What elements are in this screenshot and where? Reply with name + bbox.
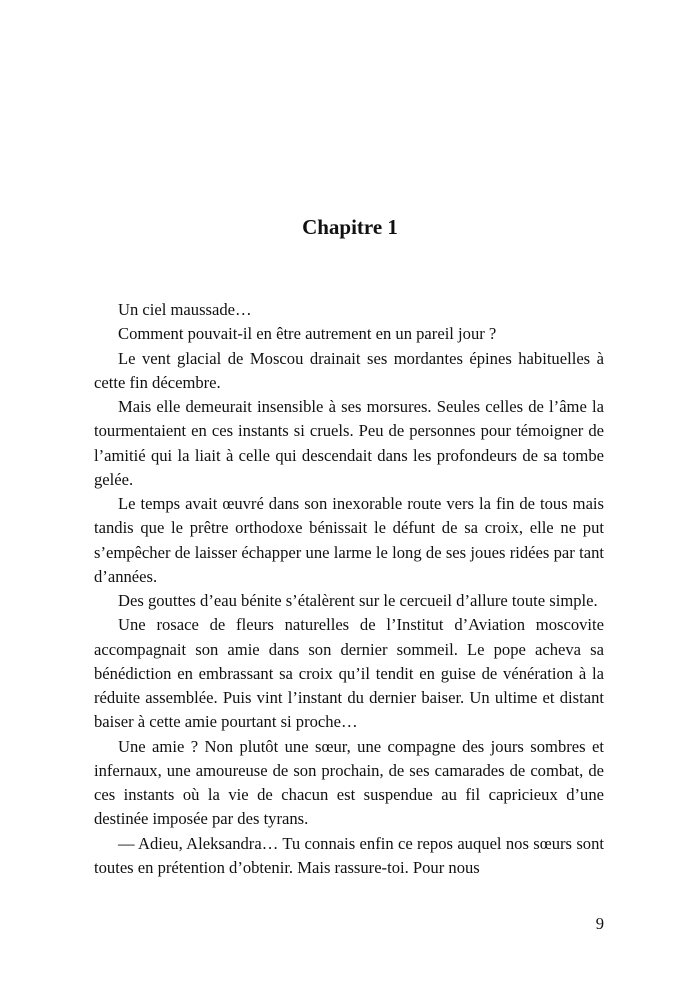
paragraph: Des gouttes d’eau bénite s’étalèrent sur le cercueil d’allure toute simple. — [118, 591, 598, 610]
paragraph: Mais elle demeurait insensible à ses morsures. Seules celles de l’âme la tourmentaient en ces instants si cruels. Peu de personnes pour témoigner de l’amitié qui la liait à celle qui descendait dans les profondeurs de sa tombe gelée. — [94, 397, 604, 489]
chapter-title: Chapitre 1 — [302, 215, 398, 240]
paragraph: Comment pouvait-il en être autrement en un pareil jour ? — [118, 324, 497, 344]
page-number: 9 — [595, 914, 604, 933]
paragraph: Une amie ? Non plutôt une sœur, une compagne des jours sombres et infernaux, une amoureuse de son prochain, de ses camarades de combat, de ces instants où la vie de chacun est suspendue au fil capricieux d’une destinée imposée par des tyrans. — [94, 736, 604, 829]
paragraph: Une rosace de fleurs naturelles de l’Institut d’Aviation moscovite accompagnait son amie dans son dernier sommeil. Le pope acheva sa bénédiction en embrassant sa croix qu’il tendit en guise de vénération à la réduite assemblée. Puis vint l’instant du dernier baiser. Un ultime et distant baiser à cette amie pourtant si proche… — [94, 615, 604, 732]
paragraph: Le vent glacial de Moscou drainait ses mordantes épines habituelles à cette fin décembre. — [94, 348, 604, 392]
paragraph: Un ciel maussade… — [118, 300, 252, 319]
paragraph: — Adieu, Aleksandra… Tu connais enfin ce repos auquel nos sœurs sont toutes en prétention d’obtenir. Mais rassure-toi. Pour nous — [94, 833, 604, 877]
paragraph: Le temps avait œuvré dans son inexorable route vers la fin de tous mais tandis que le prêtre orthodoxe bénissait le défunt de sa croix, elle ne put s’empêcher de laisser échapper une larme le long de ses joues ridées par tant d’années. — [94, 494, 604, 586]
chapter-body — [94, 298, 604, 880]
